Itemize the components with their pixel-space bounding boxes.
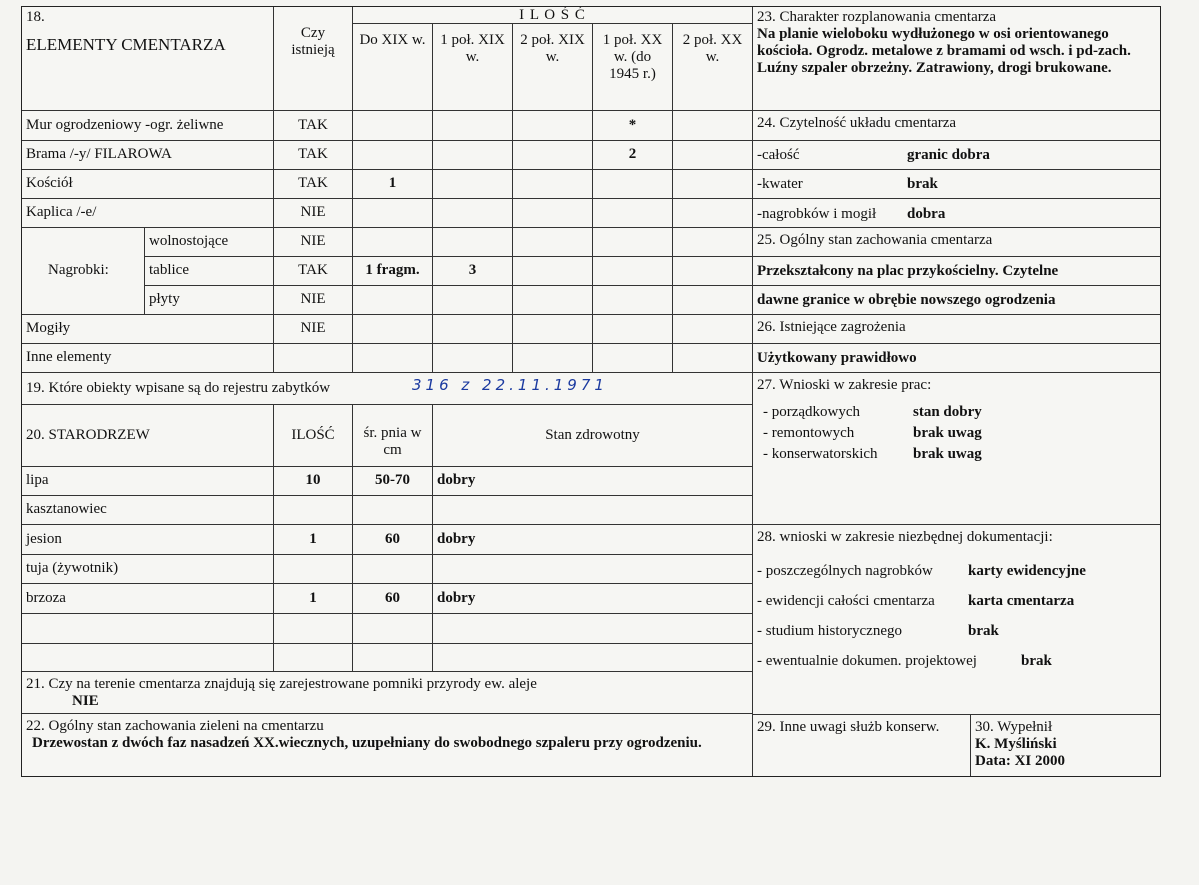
q24-item-value: granic dobra xyxy=(907,147,990,163)
tree-health: dobry xyxy=(433,467,753,496)
element-period-value xyxy=(513,141,593,170)
tree-diameter: 50-70 xyxy=(353,467,433,496)
q24-item-label: -kwater xyxy=(757,176,803,192)
period-header-3: 2 poł. XIX w. xyxy=(513,24,593,111)
tree-count: 1 xyxy=(274,525,353,555)
element-period-value: 1 xyxy=(353,170,433,199)
element-period-value xyxy=(433,170,513,199)
q27-item-label: - porządkowych xyxy=(763,404,861,420)
q28-items xyxy=(757,556,1156,676)
empty-cell xyxy=(353,315,433,344)
ilosc-header: I L O Ś Ć xyxy=(353,7,753,24)
q30-date: Data: XI 2000 xyxy=(975,753,1065,769)
element-period-value xyxy=(593,199,673,228)
q22-label: 22. Ogólny stan zachowania zieleni na cmentarzu xyxy=(26,718,324,734)
period-header-1: Do XIX w. xyxy=(353,24,433,111)
inne-label: Inne elementy xyxy=(22,344,274,373)
q27-items xyxy=(757,402,1156,465)
nagrobki-label: Nagrobki: xyxy=(22,228,145,315)
tree-count xyxy=(274,496,353,525)
q28-cell xyxy=(753,525,1160,714)
tree-name: lipa xyxy=(22,467,274,496)
tree-count xyxy=(274,614,353,644)
nagrobek-exists: NIE xyxy=(274,228,353,257)
tree-count xyxy=(274,644,353,672)
nagrobek-period-value xyxy=(433,286,513,315)
element-period-value xyxy=(353,199,433,228)
tree-name xyxy=(22,644,274,672)
tree-health: dobry xyxy=(433,584,753,614)
q28-item-label: - ewentualnie dokumen. projektowej xyxy=(757,653,977,669)
element-period-value xyxy=(673,141,753,170)
q28-item-label: - poszczególnych nagrobków xyxy=(757,563,933,579)
empty-cell xyxy=(593,228,673,257)
q25-label: 25. Ogólny stan zachowania cmentarza xyxy=(753,228,1160,257)
empty-cell xyxy=(513,228,593,257)
q24-item xyxy=(753,141,1160,170)
element-period-value xyxy=(673,199,753,228)
q27-item-value: brak uwag xyxy=(913,425,982,441)
tree-name: jesion xyxy=(22,525,274,555)
q22-cell xyxy=(22,714,753,776)
tree-diameter: 60 xyxy=(353,525,433,555)
empty-cell xyxy=(593,286,673,315)
mogily-exists: NIE xyxy=(274,315,353,344)
q27-item xyxy=(763,444,1156,465)
q26-label: 26. Istniejące zagrożenia xyxy=(753,315,1160,344)
element-name: Mur ogrodzeniowy -ogr. żeliwne xyxy=(22,111,274,141)
nagrobek-type: tablice xyxy=(145,257,274,286)
q28-item-value: karta cmentarza xyxy=(968,593,1075,609)
tree-name xyxy=(22,614,274,644)
period-header-5: 2 poł. XX w. xyxy=(673,24,753,111)
empty-cell xyxy=(353,344,433,373)
element-name: Kaplica /-e/ xyxy=(22,199,274,228)
exists-header: Czy istnieją xyxy=(274,7,353,111)
q27-cell xyxy=(753,373,1160,525)
tree-health xyxy=(433,496,753,525)
q28-item xyxy=(757,646,1156,676)
empty-cell xyxy=(433,315,513,344)
q27-label: 27. Wnioski w zakresie prac: xyxy=(757,377,932,393)
tree-diameter xyxy=(353,496,433,525)
q21-label: 21. Czy na terenie cmentarza znajdują się zarejestrowane pomniki przyrody ew. aleje xyxy=(26,676,537,692)
q28-item-label: - ewidencji całości cmentarza xyxy=(757,593,935,609)
empty-cell xyxy=(433,344,513,373)
element-period-value xyxy=(673,111,753,141)
element-period-value: 2 xyxy=(593,141,673,170)
q19-cell xyxy=(22,373,753,405)
q24-item-value: dobra xyxy=(907,206,946,222)
q24-label: 24. Czytelność układu cmentarza xyxy=(753,111,1160,141)
element-name: Kościół xyxy=(22,170,274,199)
nagrobek-exists: NIE xyxy=(274,286,353,315)
nagrobek-period-value: 1 fragm. xyxy=(353,257,433,286)
q22-answer: Drzewostan z dwóch faz nasadzeń XX.wiecznych, uzupełniany do swobodnego szpaleru przy ogrodzeniu. xyxy=(32,735,702,751)
empty-cell xyxy=(673,286,753,315)
q24-item-label: -całość xyxy=(757,147,800,163)
empty-cell xyxy=(593,257,673,286)
q21-answer: NIE xyxy=(72,693,99,709)
q24-item-value: brak xyxy=(907,176,938,192)
q20-ilosc-header: ILOŚĆ xyxy=(274,405,353,467)
element-period-value xyxy=(433,199,513,228)
element-period-value xyxy=(353,111,433,141)
q27-item-label: - konserwatorskich xyxy=(763,446,878,462)
q26-answer: Użytkowany prawidłowo xyxy=(753,344,1160,373)
q27-item-label: - remontowych xyxy=(763,425,855,441)
q28-item-value: brak xyxy=(968,623,999,639)
element-exists: NIE xyxy=(274,199,353,228)
tree-name: kasztanowiec xyxy=(22,496,274,525)
nagrobek-type: wolnostojące xyxy=(145,228,274,257)
period-header-2: 1 poł. XIX w. xyxy=(433,24,513,111)
q30-cell xyxy=(971,714,1160,776)
section-number: 18. xyxy=(26,9,45,25)
q25-answer-line1: Przekształcony na plac przykościelny. Czytelne xyxy=(753,257,1160,286)
q23-label: 23. Charakter rozplanowania cmentarza xyxy=(757,9,997,25)
nagrobek-period-value xyxy=(353,286,433,315)
mogily-label: Mogiły xyxy=(22,315,274,344)
q28-item-label: - studium historycznego xyxy=(757,623,902,639)
empty-cell xyxy=(513,286,593,315)
tree-health xyxy=(433,555,753,584)
q24-item xyxy=(753,199,1160,228)
tree-health: dobry xyxy=(433,525,753,555)
q21-cell xyxy=(22,672,753,714)
nagrobek-type: płyty xyxy=(145,286,274,315)
element-period-value xyxy=(513,199,593,228)
element-name: Brama /-y/ FILAROWA xyxy=(22,141,274,170)
tree-diameter xyxy=(353,644,433,672)
element-exists: TAK xyxy=(274,170,353,199)
tree-name: brzoza xyxy=(22,584,274,614)
empty-cell xyxy=(673,344,753,373)
elements-title: ELEMENTY CMENTARZA xyxy=(26,35,226,54)
empty-cell xyxy=(513,344,593,373)
tree-count: 1 xyxy=(274,584,353,614)
q20-label: 20. STARODRZEW xyxy=(22,405,274,467)
element-period-value xyxy=(513,111,593,141)
tree-count: 10 xyxy=(274,467,353,496)
q29-label: 29. Inne uwagi służb konserw. xyxy=(757,719,940,735)
q28-label: 28. wnioski w zakresie niezbędnej dokumentacji: xyxy=(757,529,1053,545)
q28-item xyxy=(757,616,1156,646)
q23-answer: Na planie wieloboku wydłużonego w osi orientowanego kościoła. Ogrodz. metalowe z bramami od wsch. i pd-zach. Luźny szpaler obrzeżny. Zatrawiony, drogi brukowane. xyxy=(757,26,1131,76)
element-period-value xyxy=(353,141,433,170)
period-header-4: 1 poł. XX w. (do 1945 r.) xyxy=(593,24,673,111)
q24-item xyxy=(753,170,1160,199)
empty-cell xyxy=(513,315,593,344)
q27-item xyxy=(763,423,1156,444)
nagrobek-period-value xyxy=(433,228,513,257)
q19-label: 19. Które obiekty wpisane są do rejestru zabytków xyxy=(26,380,331,396)
empty-cell xyxy=(593,315,673,344)
q23-cell xyxy=(753,7,1160,111)
q27-item-value: brak uwag xyxy=(913,446,982,462)
q30-name: K. Myśliński xyxy=(975,736,1057,752)
q19-handwritten-answer: 316 z 22.11.1971 xyxy=(412,376,608,394)
nagrobek-exists: TAK xyxy=(274,257,353,286)
empty-cell xyxy=(673,228,753,257)
cemetery-form xyxy=(21,6,1161,777)
empty-cell xyxy=(673,257,753,286)
empty-cell xyxy=(673,315,753,344)
q27-item xyxy=(763,402,1156,423)
q27-item-value: stan dobry xyxy=(913,404,982,420)
q30-label: 30. Wypełnił xyxy=(975,719,1053,735)
q20-stan-header: Stan zdrowotny xyxy=(433,405,753,467)
inne-exists xyxy=(274,344,353,373)
empty-cell xyxy=(513,257,593,286)
q20-pien-header: śr. pnia w cm xyxy=(353,405,433,467)
tree-diameter: 60 xyxy=(353,584,433,614)
element-period-value xyxy=(513,170,593,199)
q28-item xyxy=(757,556,1156,586)
tree-health xyxy=(433,644,753,672)
tree-health xyxy=(433,614,753,644)
tree-diameter xyxy=(353,614,433,644)
nagrobek-period-value: 3 xyxy=(433,257,513,286)
element-exists: TAK xyxy=(274,141,353,170)
q28-item xyxy=(757,586,1156,616)
element-period-value xyxy=(593,170,673,199)
q28-item-value: karty ewidencyjne xyxy=(968,563,1086,579)
element-period-value xyxy=(673,170,753,199)
tree-count xyxy=(274,555,353,584)
q25-answer-line2: dawne granice w obrębie nowszego ogrodzenia xyxy=(753,286,1160,315)
empty-cell xyxy=(593,344,673,373)
element-period-value xyxy=(433,111,513,141)
element-period-value: * xyxy=(593,111,673,141)
q24-item-label: -nagrobków i mogił xyxy=(757,206,877,222)
elements-header-cell xyxy=(22,7,274,111)
tree-diameter xyxy=(353,555,433,584)
q29-cell xyxy=(753,714,971,776)
element-period-value xyxy=(433,141,513,170)
tree-name: tuja (żywotnik) xyxy=(22,555,274,584)
q28-item-value: brak xyxy=(1021,653,1052,669)
element-exists: TAK xyxy=(274,111,353,141)
nagrobek-period-value xyxy=(353,228,433,257)
